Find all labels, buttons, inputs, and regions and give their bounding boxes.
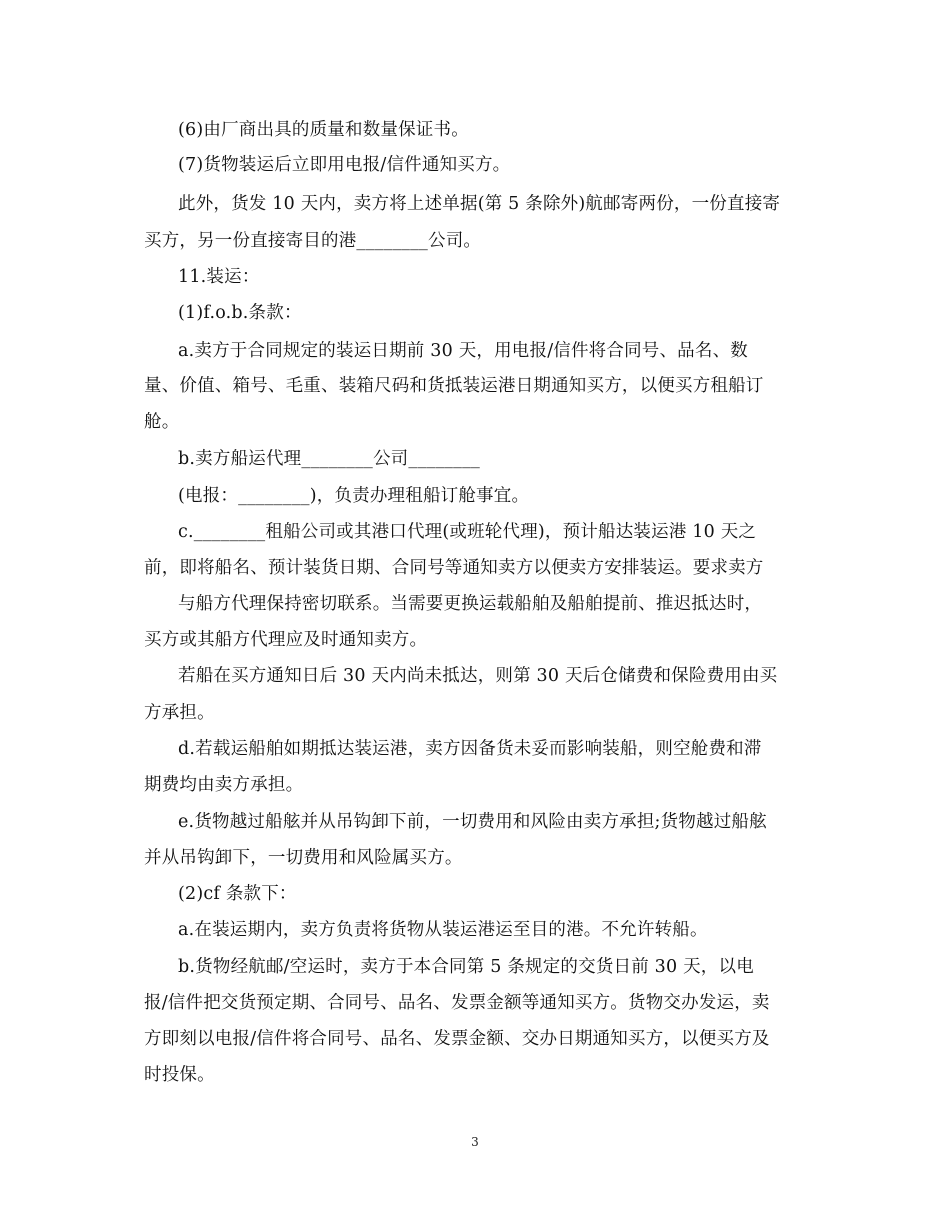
paragraph-line: 若船在买方通知日后 30 天内尚未抵达，则第 30 天后仓储费和保险费用由买	[178, 666, 778, 686]
paragraph-line: 舱。	[144, 412, 180, 432]
paragraph-line: 方承担。	[144, 703, 215, 723]
paragraph-line: 期费均由卖方承担。	[144, 775, 304, 795]
paragraph-line: c.________租船公司或其港口代理(或班轮代理)，预计船达装运港 10 天之	[178, 522, 757, 542]
page-number: 3	[471, 1135, 479, 1149]
paragraph-line: (6)由厂商出具的质量和数量保证书。	[178, 120, 469, 140]
paragraph-line: 报/信件把交货预定期、合同号、品名、发票金额等通知买方。货物交办发运，卖	[144, 993, 770, 1013]
paragraph-line: 此外，货发 10 天内，卖方将上述单据(第 5 条除外)航邮寄两份，一份直接寄	[178, 194, 781, 214]
paragraph-line: b.卖方船运代理________公司________	[178, 449, 480, 469]
paragraph-line: 买方或其船方代理应及时通知卖方。	[144, 630, 428, 650]
paragraph-line: 量、价值、箱号、毛重、装箱尺码和货抵装运港日期通知买方，以便买方租船订	[144, 376, 764, 396]
paragraph-line: a.在装运期内，卖方负责将货物从装运港运至目的港。不允许转船。	[178, 920, 708, 940]
paragraph-line: 买方，另一份直接寄目的港________公司。	[144, 231, 482, 251]
paragraph-line: a.卖方于合同规定的装运日期前 30 天，用电报/信件将合同号、品名、数	[178, 341, 748, 361]
section-heading: 11.装运：	[178, 267, 260, 287]
paragraph-line: 与船方代理保持密切联系。当需要更换运载船舶及船舶提前、推迟抵达时，	[178, 594, 763, 614]
paragraph-line: (7)货物装运后立即用电报/信件通知买方。	[178, 155, 511, 175]
paragraph-line: b.货物经航邮/空运时，卖方于本合同第 5 条规定的交货日前 30 天，以电	[178, 957, 754, 977]
paragraph-line: (电报：________)，负责办理租船订舱事宜。	[178, 486, 530, 506]
subsection-heading: (2)cf 条款下：	[178, 884, 297, 904]
paragraph-line: e.货物越过船舷并从吊钩卸下前，一切费用和风险由卖方承担;货物越过船舷	[178, 812, 767, 832]
paragraph-line: d.若载运船舶如期抵达装运港，卖方因备货未妥而影响装船，则空舱费和滞	[178, 739, 762, 759]
subsection-heading: (1)f.o.b.条款：	[178, 303, 302, 323]
paragraph-line: 方即刻以电报/信件将合同号、品名、发票金额、交办日期通知买方，以便买方及	[144, 1029, 770, 1049]
paragraph-line: 前，即将船名、预计装货日期、合同号等通知卖方以便卖方安排装运。要求卖方	[144, 558, 764, 578]
paragraph-line: 时投保。	[144, 1065, 215, 1085]
paragraph-line: 并从吊钩卸下，一切费用和风险属买方。	[144, 848, 463, 868]
